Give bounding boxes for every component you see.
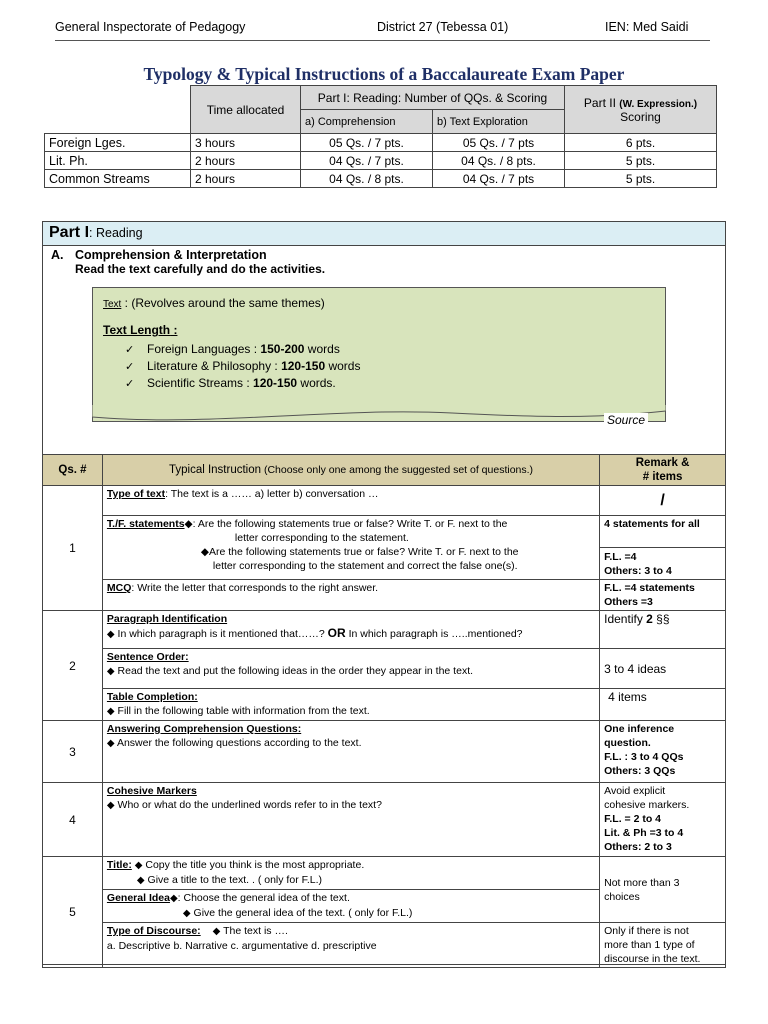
summary-row: Foreign Lges. 3 hours 05 Qs. / 7 pts. 05 Qs. / 7 pts 6 pts. bbox=[45, 134, 717, 152]
page-header bbox=[55, 20, 710, 41]
check-icon: ✓ bbox=[125, 344, 135, 356]
length-list bbox=[125, 342, 360, 393]
check-icon: ✓ bbox=[125, 361, 135, 373]
col-part1: Part I: Reading: Number of QQs. & Scoring bbox=[301, 86, 565, 110]
table-row: 4 Cohesive Markers ◆ Who or what do the underlined words refer to in the text? Avoid explicit cohesive markers. F.L. = 2 to 4 Lit. & Ph =3 to 4 Others: 2 to 3 bbox=[43, 783, 726, 857]
list-item: ✓ Foreign Languages : 150-200 words bbox=[125, 342, 340, 356]
table-row: 2 Paragraph Identification ◆ In which paragraph is it mentioned that……? OR In which paragraph is …..mentioned? Identify 2 §§ bbox=[43, 611, 726, 649]
text-box-wave bbox=[92, 405, 666, 425]
part1-section bbox=[42, 221, 726, 965]
part1-heading: Part I: Reading bbox=[43, 222, 725, 246]
header-center: District 27 (Tebessa 01) bbox=[377, 20, 509, 34]
source-label: Source bbox=[604, 413, 648, 427]
col-remark: Remark & # items bbox=[600, 455, 726, 486]
text-box: Text : (Revolves around the same themes) Text Length : ✓ Foreign Languages : 150-200 words ✓ Literature & Philosophy : 120-150 words ✓ Scientific Streams : 120-150 words. bbox=[92, 287, 666, 422]
col-qs: Qs. # bbox=[43, 455, 103, 486]
col-explo: b) Text Exploration bbox=[433, 110, 565, 134]
summary-row: Lit. Ph. 2 hours 04 Qs. / 7 pts. 04 Qs. / 8 pts. 5 pts. bbox=[45, 152, 717, 170]
table-row: Table Completion: ◆ Fill in the following table with information from the text. 4 items bbox=[43, 689, 726, 721]
table-row: F.L. =4 Others: 3 to 4 bbox=[43, 548, 726, 580]
table-row: General Idea◆: Choose the general idea of the text. ◆ Give the general idea of the text. ( only for F.L.) bbox=[43, 890, 726, 923]
questions-table bbox=[42, 454, 726, 968]
table-row: 1 Type of text: The text is a …… a) letter b) conversation … / bbox=[43, 486, 726, 516]
header-right: IEN: Med Saidi bbox=[605, 20, 689, 34]
list-item: ✓ Literature & Philosophy : 120-150 words bbox=[125, 359, 361, 373]
col-instruction: Typical Instruction (Choose only one among the suggested set of questions.) bbox=[102, 455, 599, 486]
table-row: 3 Answering Comprehension Questions: ◆ Answer the following questions according to the text. One inference question. F.L. : 3 to 4 QQs Others: 3 QQs bbox=[43, 721, 726, 783]
col-time: Time allocated bbox=[191, 86, 301, 134]
table-row: Sentence Order: ◆ Read the text and put the following ideas in the order they appear in the text. 3 to 4 ideas bbox=[43, 649, 726, 689]
header-left: General Inspectorate of Pedagogy bbox=[55, 20, 246, 34]
table-row: T./F. statements◆: Are the following statements true or false? Write T. or F. next to the letter corresponding to the statement. ◆Are the following statements true or false? Write T. or F. next to the letter corresponding to the statement and correct the false one(s). 4 statements for all bbox=[43, 516, 726, 548]
comprehension-heading: A. Comprehension & Interpretation Read the text carefully and do the activities. bbox=[51, 248, 326, 276]
page-title: Typology & Typical Instructions of a Baccalaureate Exam Paper bbox=[143, 64, 625, 84]
col-comp: a) Comprehension bbox=[301, 110, 433, 134]
table-row: 5 Title: ◆ Copy the title you think is the most appropriate. ◆ Give a title to the text. . ( only for F.L.) Not more than 3 choices bbox=[43, 857, 726, 890]
col-part2: Part II (W. Expression.) Scoring bbox=[565, 86, 717, 134]
text-label: Text bbox=[103, 299, 122, 310]
table-row: Type of Discourse: ◆ The text is …. a. Descriptive b. Narrative c. argumentative d. prescriptive Only if there is not more than 1 type of discourse in the text. bbox=[43, 923, 726, 968]
summary-row: Common Streams 2 hours 04 Qs. / 8 pts. 04 Qs. / 7 pts 5 pts. bbox=[45, 170, 717, 188]
check-icon: ✓ bbox=[125, 378, 135, 390]
text-length-label: Text Length : bbox=[103, 323, 178, 337]
list-item: ✓ Scientific Streams : 120-150 words. bbox=[125, 376, 336, 390]
summary-table bbox=[44, 85, 717, 188]
table-row: MCQ: Write the letter that corresponds to the right answer. F.L. =4 statements Others =3 bbox=[43, 580, 726, 611]
